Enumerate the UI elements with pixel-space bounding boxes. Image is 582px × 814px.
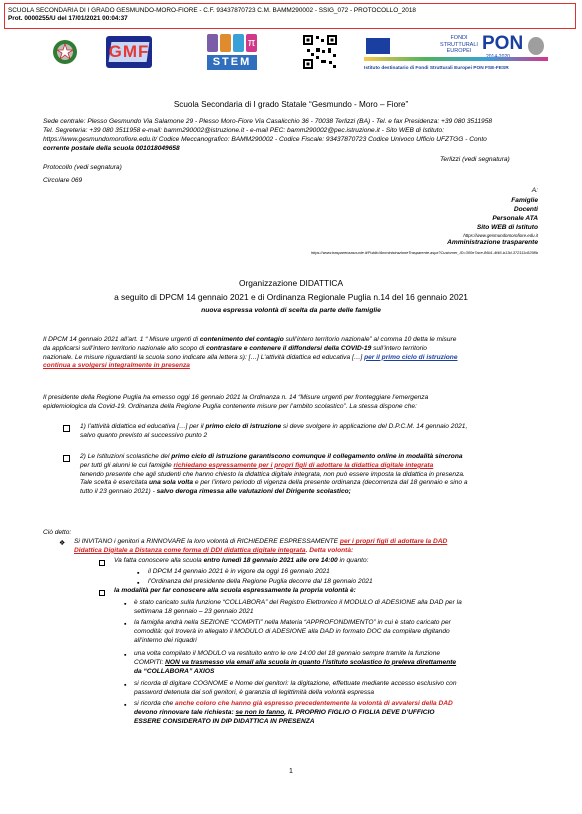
deadline-line: Va fatta conoscere alla scuola entro lunedì 18 gennaio 2021 alle ore 14:00 in quanto:	[114, 557, 369, 564]
recipient-famiglie: Famiglie	[511, 197, 538, 204]
pon-strip	[364, 57, 548, 61]
reason-1: il DPCM 14 gennaio 2021 è in vigore da oggi 16 gennaio 2021	[148, 568, 330, 575]
reason-2: l’Ordinanza del presidente della Regione Puglia decorre dal 18 gennaio 2021	[148, 578, 373, 585]
eu-flag-icon	[366, 38, 390, 54]
invitation-paragraph: Si INVITANO i genitori a RINNOVARE la loro volontà di RICHIEDERE ESPRESSAMENTE per i propri figli di adottare la DAD Didattica Digitale a Distanza come forma di DDI didattica digitale integrata. Detta volontà:	[74, 538, 448, 554]
recipient-ata: Personale ATA	[492, 215, 538, 222]
sito-url[interactable]: https://www.gesmundomorofiore.edu.it	[463, 233, 538, 238]
header-info-4: corrente postale della scuola 001018049658	[43, 145, 180, 152]
protocollo-label: Protocollo (vedi segnatura)	[43, 164, 122, 171]
pon-text: PON	[482, 33, 524, 54]
checkbox-icon	[99, 560, 105, 566]
checkbox-icon	[99, 590, 105, 596]
point-1: 1) l’attività didattica ed educativa […] per il primo ciclo di istruzione si deve svolgere in applicazione del D.P.C.M. 14 gennaio 2021, salvo quanto previsto al successivo punto 2	[80, 423, 468, 439]
doc-title-line-2: a seguito di DPCM 14 gennaio 2021 e di Ordinanza Regionale Puglia n.14 del 16 gennaio 2021	[114, 292, 468, 302]
recipient-docenti: Docenti	[513, 206, 538, 213]
gmf-logo-text: GMF	[108, 42, 150, 61]
recipient-sito: Sito WEB di Istituto	[476, 224, 538, 231]
school-title: Scuola Secondaria di I grado Statale “Gesmundo - Moro – Fiore”	[173, 100, 409, 109]
bullet-dot: ▪	[124, 652, 127, 659]
pon-caption: Istituto destinatario di Fondi Strutturali Europei PON FSE-FESR	[364, 66, 509, 71]
protocol-line-2: Prot. 0000255/U del 17/01/2021 00:04:37	[8, 15, 128, 22]
qr-code-icon	[302, 34, 338, 70]
header-info-1: Sede centrale: Plesso Gesmundo Via Salamone 29 - Plesso Moro-Fiore Via Casalicchio 36 - 70038 Terlizzi (BA) - Tel. e fax Presidenza: +39 080 3511958	[43, 118, 493, 125]
bullet-dot: ▪	[137, 580, 140, 587]
pon-banner	[364, 34, 548, 64]
paragraph-dpcm: Il DPCM 14 gennaio 2021 all’art. 1 “ Misure urgenti di contenimento del contagio sull’intero territorio nazionale” al comma 10 detta le misure da applicarsi sull’intero territorio nazionale allo scopo di contrastare e contenere il diffondersi della COVID-19 sull’intero territorio nazionale. Le misure riguardanti la scuola sono indicate alla lettera s): […] L’attività didattica ed educativa […] per il primo ciclo di istruzione continua a svolgersi integralmente in presenza	[43, 336, 458, 370]
page-number: 1	[289, 768, 293, 775]
italian-republic-emblem-icon	[50, 36, 80, 66]
star-bullet-icon: ❖	[59, 540, 66, 547]
step-digitazione: si ricorda di digitare COGNOME e Nome dei genitori: la digitazione, effettuate mediante accesso esclusivo con password detenuta dai soli genitori, è garanzia di legittimità della volontà espressa	[134, 680, 457, 696]
recipients-a: A:	[531, 187, 538, 194]
trasparente-url[interactable]: https://www.trasparenzascuole.it/Public/AmministrazioneTrasparente.aspx?Customer_ID=300e7ace-86b1-4f46-b13d-372111c8298b	[311, 250, 538, 255]
protocol-stamp	[4, 3, 576, 29]
step-restituzione: una volta compilato il MODULO va restituito entro le ore 14:00 del 18 gennaio sempre tramite la funzione COMPITI: NON va trasmesso via email alla scuola in quanto l’istituto scolastico lo preleva direttamente da “COLLABORA” AXIOS	[134, 650, 457, 675]
point-2: 2) Le Istituzioni scolastiche del primo ciclo di istruzione garantiscono comunque il collegamento online in modalità sincrona per tutti gli alunni le cui famiglie richiedano espressamente per i propri figli di adottare la didattica digitale integrata tenendo presente che agli studenti che hanno chiesto la didattica digitale integrata, non può essere imposta la didattica in presenza. Tale scelta è esercitata una sola volta e per l’intero periodo di vigenza della presente ordinanza (decorrenza dal 18 gennaio e sino a tutto il 23 gennaio 2021) - salvo deroga rimessa alle valutazioni del Dirigente scolastico;	[80, 453, 468, 496]
doc-subtitle: nuova espressa volontà di scelta da parte delle famiglie	[201, 307, 381, 314]
bullet-dot: ▪	[137, 570, 140, 577]
pi-icon: π	[246, 34, 257, 52]
stem-logo-text: STEM	[207, 55, 257, 70]
fondi-text: FONDI STRUTTURALI EUROPEI	[440, 35, 478, 54]
gmf-logo	[106, 36, 152, 68]
gear-icon	[220, 34, 231, 52]
bullet-dot: ▪	[124, 702, 127, 709]
place-date: Terlizzi (vedi segnatura)	[440, 156, 510, 163]
italy-emblem-icon	[528, 37, 544, 55]
step-compiti: la famiglia andrà nella SEZIONE “COMPITI” nella Materia “APPROFONDIMENTO” in cui è stato caricato per comodità: quì troverà in allegato il MODULO di ADESIONE alla DAD in formato DOC da compilare digitando all’interno dei riquadri	[134, 619, 451, 644]
protocol-line-1: SCUOLA SECONDARIA DI I GRADO GESMUNDO-MORO-FIORE - C.F. 93437870723 C.M. BAMM290002 - SSIG_072 - PROTOCOLLO_2018	[8, 7, 416, 14]
doc-title-line-1: Organizzazione DIDATTICA	[238, 278, 344, 288]
modalita-line: la modalità per far conoscere alla scuola espressamente la propria volontà è:	[114, 587, 356, 594]
flask-icon	[207, 34, 218, 52]
ruler-icon	[233, 34, 244, 52]
checkbox-icon	[63, 455, 70, 462]
recipient-amministrazione: Amministrazione trasparente	[447, 239, 538, 246]
header-info-2: Tel. Segreteria: +39 080 3511958 e-mail: bamm290002@istruzione.it - e-mail PEC: bamm290002@pec.istruzione.it - Sito WEB di Istituto:	[43, 127, 444, 134]
checkbox-icon	[63, 425, 70, 432]
step-collabora: è stato caricato sulla funzione “COLLABORA” del Registro Elettronico il MODULO di ADESIONE alla DAD per la settimana 18 gennaio – 23 gennaio 2021	[134, 599, 462, 615]
paragraph-ordinanza: Il presidente della Regione Puglia ha emesso oggi 16 gennaio 2021 la Ordinanza n. 14 “Misure urgenti per fronteggiare l’emergenza epidemiologica da Covid-19. Ordinanza della Regione Puglia contenente misure per l’ambito scolastico”. La stessa dispone che:	[43, 394, 429, 410]
cio-detto: Ciò detto:	[43, 529, 72, 536]
step-rinnovo: si ricorda che anche coloro che hanno già espresso precedentemente la volontà di avvalersi della DAD devono rinnovare tale richiesta: se non lo fanno, IL PROPRIO FIGLIO O FIGLIA DEVE D’UFFICIO ESSERE CONSIDERATO IN DIP DIDATTICA IN PRESENZA	[134, 700, 453, 725]
circolare-label: Circolare 069	[43, 177, 83, 184]
bullet-dot: ▪	[124, 601, 127, 608]
header-info-3: https://www.gesmundomorofiore.edu.it/ Codice Meccanografico: BAMM290002 - Codice Fiscale: 93437870723 Codice Univoco Ufficio UFZTGG - Conto	[43, 136, 487, 143]
bullet-dot: ▪	[124, 621, 127, 628]
bullet-dot: ▪	[124, 682, 127, 689]
stem-logo	[207, 34, 257, 72]
